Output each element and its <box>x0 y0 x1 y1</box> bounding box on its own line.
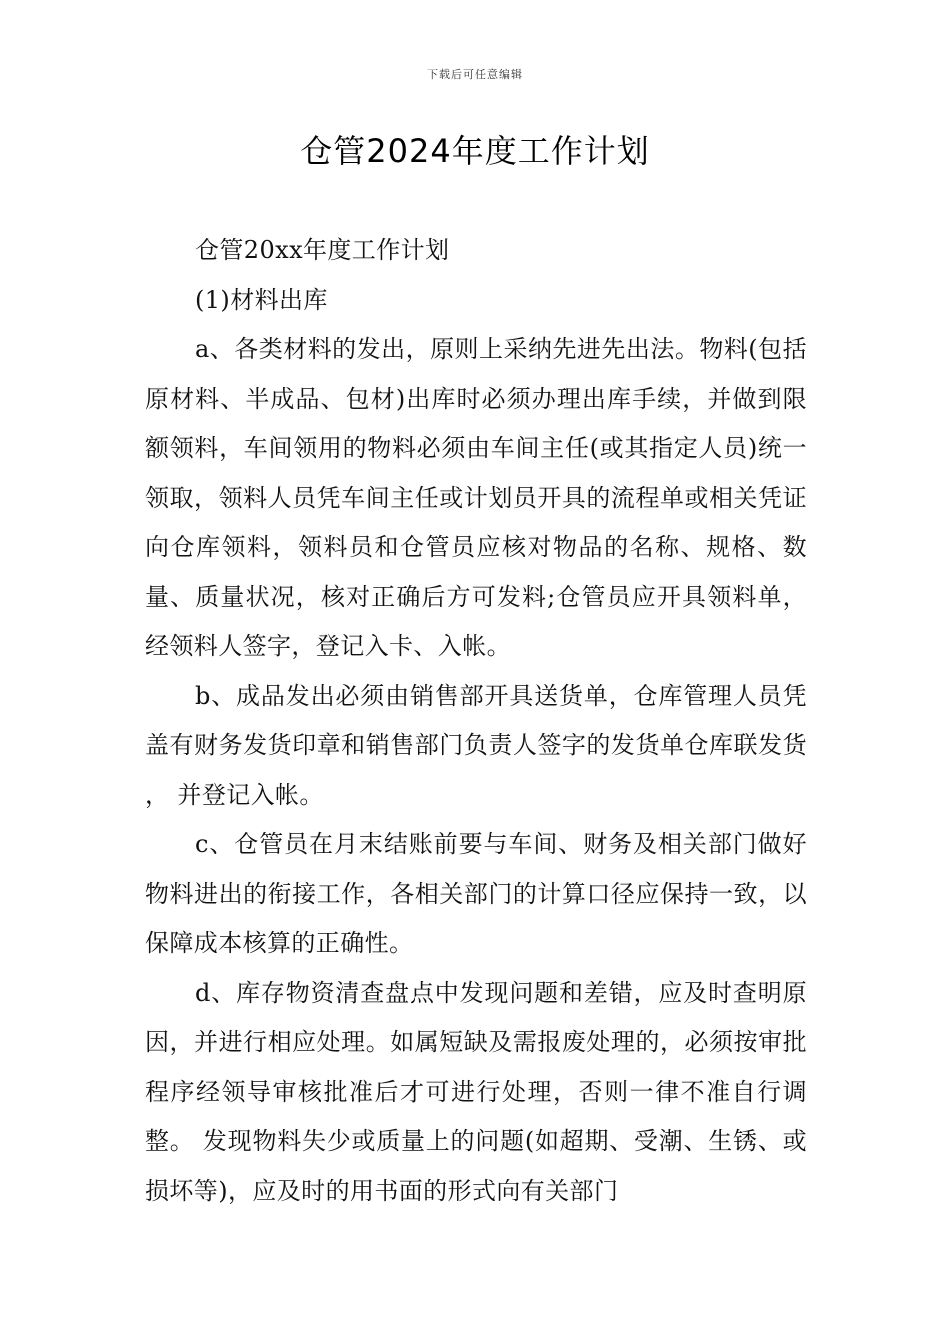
paragraph-subtitle: 仓管20xx年度工作计划 <box>195 236 450 264</box>
paragraph-item-b: b、成品发出必须由销售部开具送货单，仓库管理人员凭盖有财务发货印章和销售部门负责人签字的发货单仓库联发货 ， 并登记入帐。 <box>145 681 807 809</box>
paragraph-section-heading: (1)材料出库 <box>195 285 328 314</box>
header-note: 下载后可任意编辑 <box>427 68 523 81</box>
document-title: 仓管2024年度工作计划 <box>300 132 650 170</box>
paragraph-item-c: c、仓管员在月末结账前要与车间、财务及相关部门做好物料进出的衔接工作，各相关部门的计算口径应保持一致，以保障成本核算的正确性。 <box>145 830 807 957</box>
paragraph-item-a: a、各类材料的发出，原则上采纳先进先出法。物料(包括原材料、半成品、包材)出库时必须办理出库手续，并做到限额领料，车间领用的物料必须由车间主任(或其指定人员)统一领取，领料人员凭车间主任或计划员开具的流程单或相关凭证向仓库领料，领料员和仓管员应核对物品的名称、规格、数量、质量状况，核对正确后方可发料;仓管员应开具领料单，经领料人签字，登记入卡、入帐。 <box>145 335 807 660</box>
paragraph-item-d: d、库存物资清查盘点中发现问题和差错，应及时查明原因，并进行相应处理。如属短缺及需报废处理的，必须按审批程序经领导审核批准后才可进行处理，否则一律不准自行调整。 发现物料失少或质量上的问题(如超期、受潮、生锈、或损坏等)，应及时的用书面的形式向有关部门 <box>145 978 807 1205</box>
document-body <box>145 226 807 1216</box>
